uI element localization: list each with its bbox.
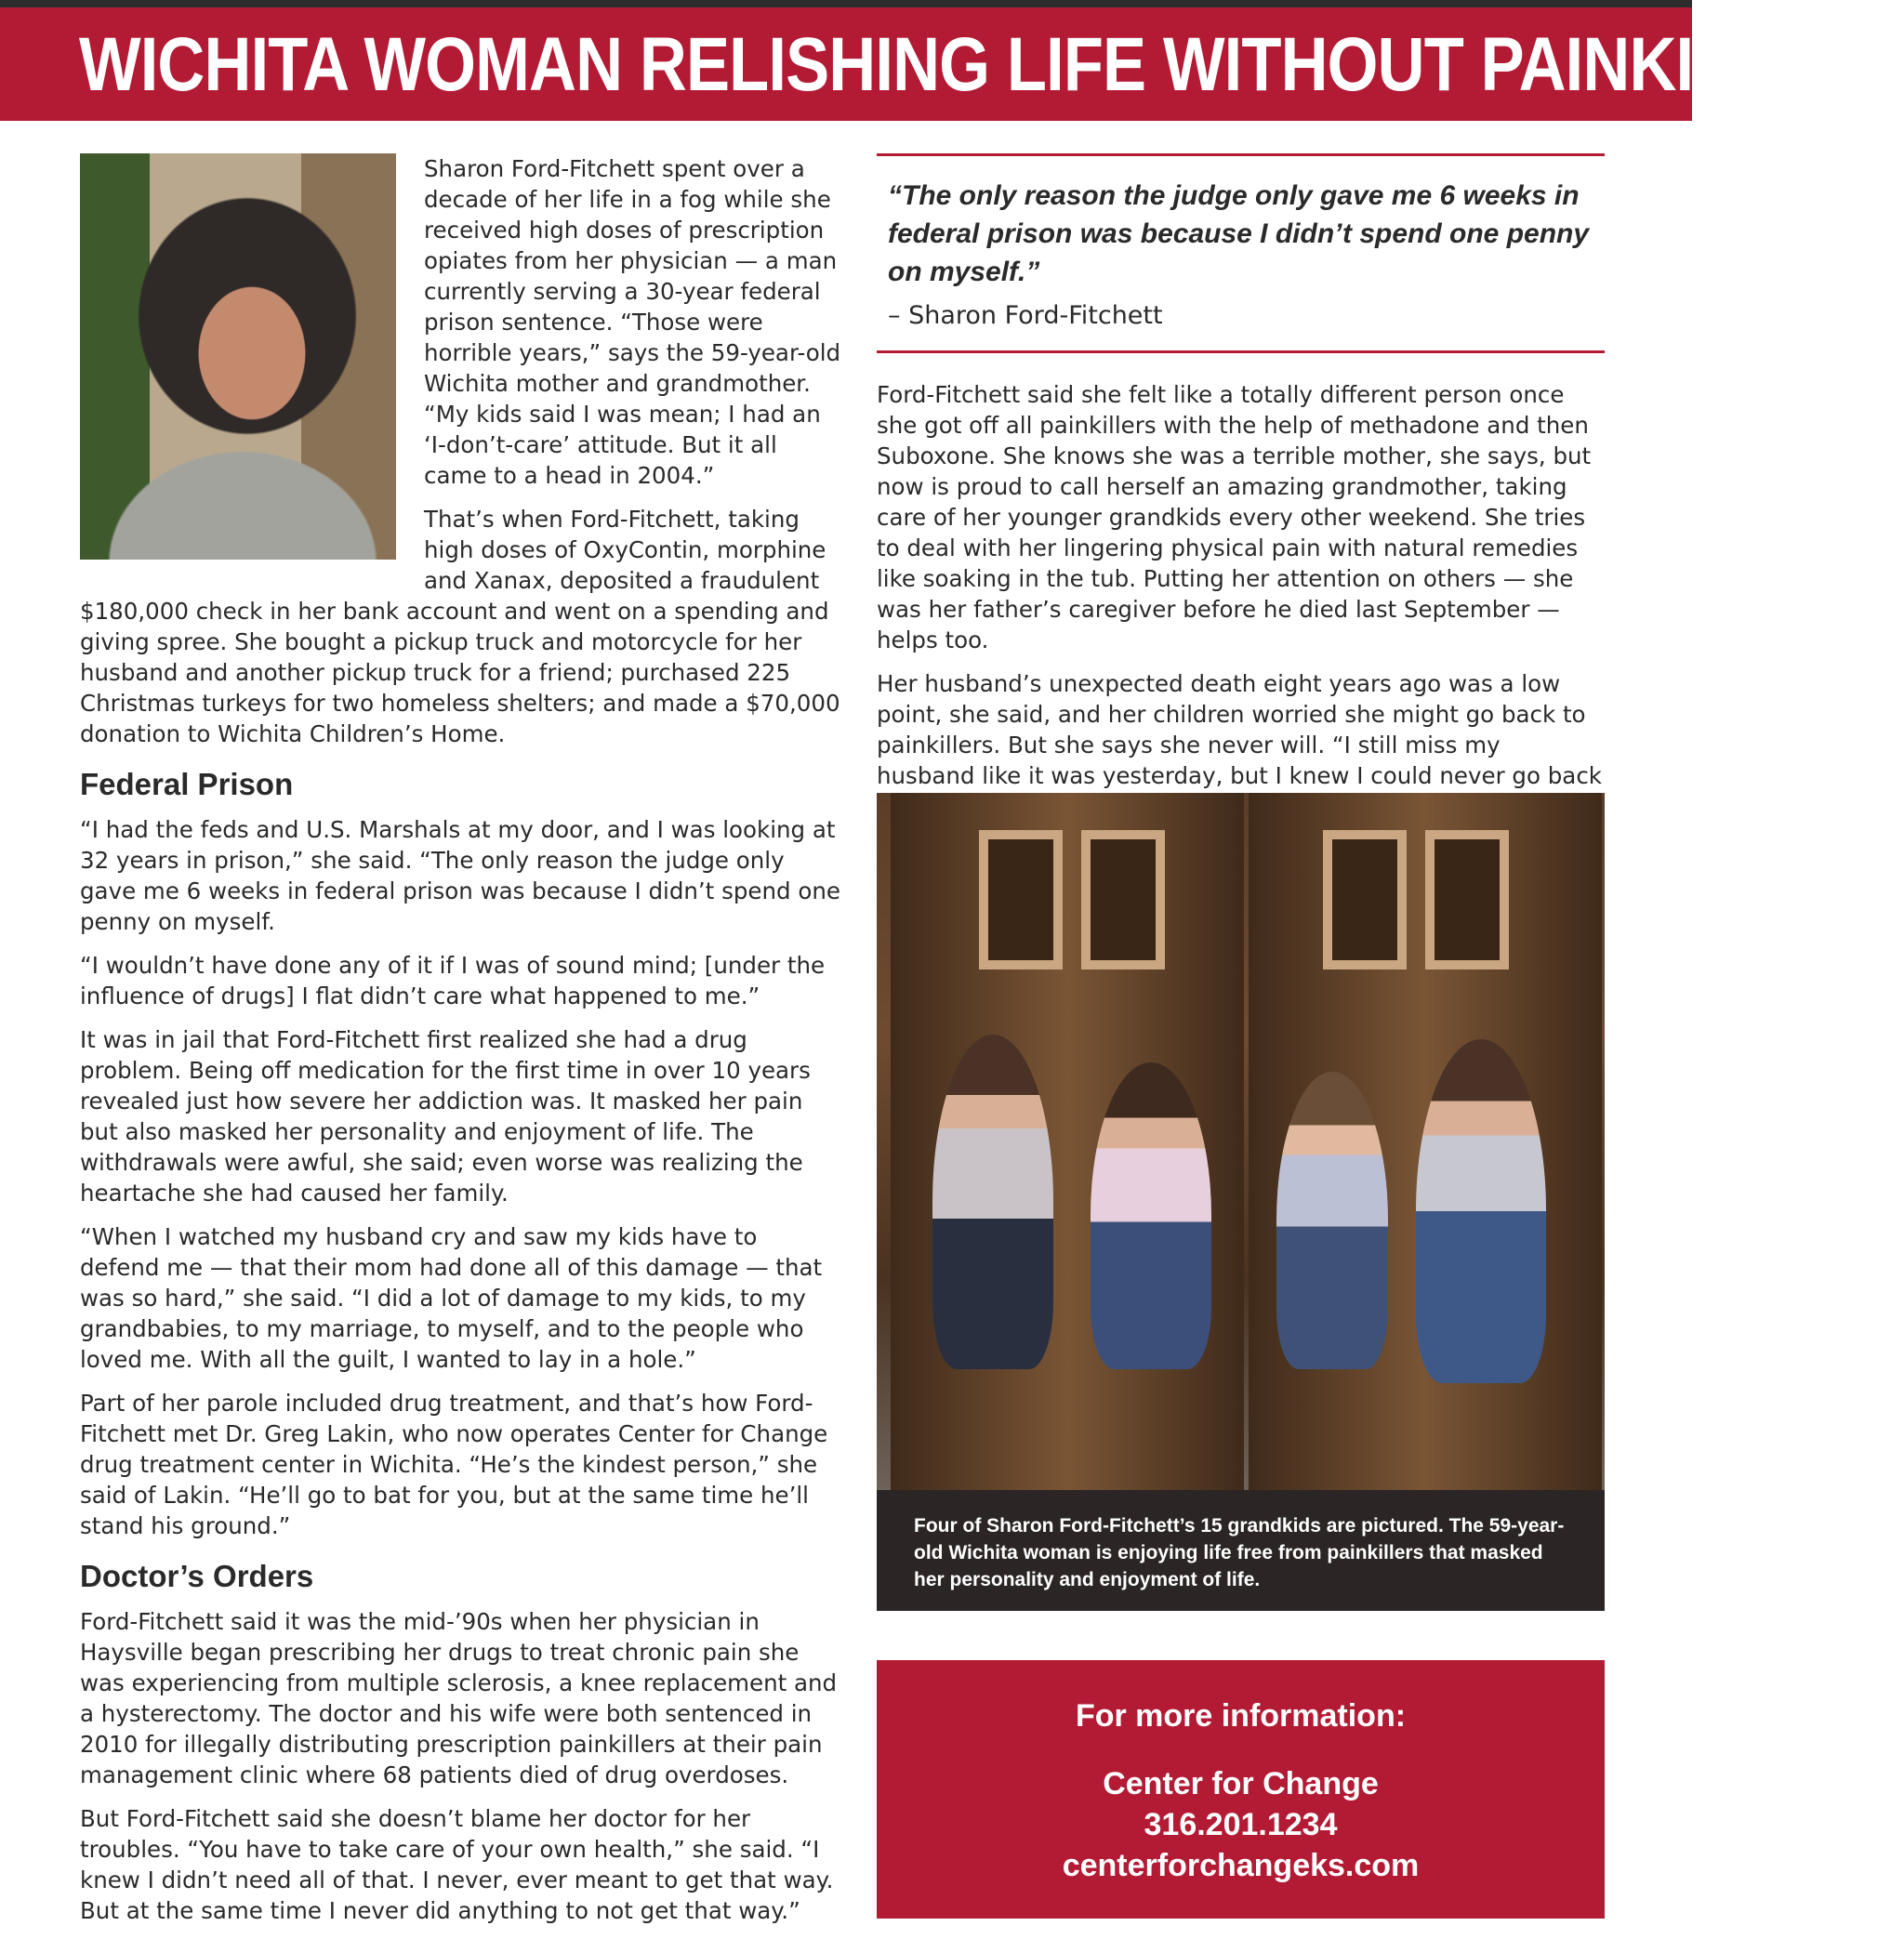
headline-banner [0,7,1904,121]
pull-quote [877,153,1605,353]
body-paragraph: Ford-Fitchett said it was the mid-’90s when her physician in Haysville began prescribing her drugs to treat chronic pain she was experiencing from multiple sclerosis, a knee replacement and a hysterectomy. The doctor and his wife were both sentenced in 2010 for illegally distributing prescription painkillers at their pain management clinic where 68 patients died of drug overdoses. [80,1608,838,1788]
child-figure [1416,1039,1546,1383]
photo-caption: Four of Sharon Ford-Fitchett’s 15 grandkids are pictured. The 59-year-old Wichita woman is enjoying life free from painkillers that masked her personality and enjoyment of life. [877,1490,1605,1611]
info-box [877,1660,1605,1919]
section-heading-federal-prison: Federal Prison [80,767,294,801]
body-paragraph: Her husband’s unexpected death eight years ago was a low point, she said, and her children worried she might go back to painkillers. But she says she never will. “I still miss my husband like it was yesterday, but I knew I could never go back [877,670,1602,789]
child-figure [1091,1062,1211,1369]
intro-paragraph-1: Sharon Ford-Fitchett spent over a decade of her life in a fog while she received high doses of prescription opiates from her physician — a man currently serving a 30-year federal prison sentence. “Those were horrible years,” says the 59-year-old Wichita mother and grandmother. “My kids said I was mean; I had an ‘I-don’t-care’ attitude. But it all came to a head in 2004.” [424,155,841,489]
body-paragraph: Ford-Fitchett said she felt like a totally different person once she got off all painkillers with the help of methadone and then Suboxone. She knows she was a terrible mother, she says, but now is proud to call herself an amazing grandmother, taking care of her younger grandkids every other weekend. She tries to deal with her lingering physical pain with natural remedies like soaking in the tub. Putting her attention on others — she was her father’s caregiver before he died last September — helps too. [877,381,1592,653]
right-column [877,153,1605,835]
chair-panel [1081,830,1165,970]
info-box-title: For more information: [1075,1698,1407,1734]
body-paragraph: Part of her parole included drug treatment, and that’s how Ford-Fitchett met Dr. Greg Lakin, who now operates Center for Change drug treatment center in Wichita. “He’s the kindest person,” she said of Lakin. “He’ll go to bat for you, but at the same time he’ll stand his ground.” [80,1390,828,1539]
info-org-name: Center for Change [1103,1766,1379,1801]
info-phone[interactable]: 316.201.1234 [1144,1807,1338,1842]
pull-quote-attribution: – Sharon Ford-Fitchett [888,301,1163,330]
child-figure [1276,1072,1388,1369]
body-paragraph: “I wouldn’t have done any of it if I was of sound mind; [under the influence of drugs] I flat didn’t care what happened to me.” [80,952,826,1009]
left-column [80,153,842,1939]
grandkids-photo [877,793,1605,1490]
chair-panel [1425,830,1509,970]
body-paragraph: But Ford-Fitchett said she doesn’t blame her doctor for her troubles. “You have to take care of your own health,” she said. “I knew I didn’t need all of that. I never, ever meant to get that way. But at the same time I never did anything to not get that way.” [80,1805,834,1924]
top-rule [0,0,1692,7]
pull-quote-text: “The only reason the judge only gave me 6 weeks in federal prison was because I didn’t spend one penny on myself.” [888,180,1590,287]
headline: WICHITA WOMAN RELISHING LIFE WITHOUT PAINKILLERS [79,22,1904,107]
body-paragraph: “When I watched my husband cry and saw my kids have to defend me — that their mom had done all of this damage — that was so hard,” she said. “I did a lot of damage to my kids, to my grandbabies, to my marriage, to myself, and to the people who loved me. With all the guilt, I wanted to lay in a hole.” [80,1223,823,1373]
section-heading-doctors-orders: Doctor’s Orders [80,1559,314,1593]
child-figure [932,1035,1053,1369]
info-website-link[interactable]: centerforchangeks.com [1062,1848,1420,1883]
chair-panel [979,830,1063,970]
body-paragraph: It was in jail that Ford-Fitchett first realized she had a drug problem. Being off medication for the first time in over 10 years revealed just how severe her addiction was. It masked her pain but also masked her personality and enjoyment of life. The withdrawals were awful, she said; even worse was realizing the heartache she had caused her family. [80,1026,811,1207]
intro-paragraph-2: That’s when Ford-Fitchett, taking high doses of OxyContin, morphine and Xanax, deposited a fraudulent $180,000 check in her bank account and went on a spending and giving spree. She bought a pickup truck and motorcycle for her husband and another pickup truck for a friend; purchased 225 Christmas turkeys for two homeless shelters; and made a $70,000 donation to Wichita Children’s Home. [80,506,840,747]
chair-panel [1323,830,1407,970]
body-paragraph: “I had the feds and U.S. Marshals at my door, and I was looking at 32 years in prison,” she said. “The only reason the judge only gave me 6 weeks in federal prison was because I didn’t spend one penny on myself. [80,816,840,935]
portrait-photo [80,153,396,560]
